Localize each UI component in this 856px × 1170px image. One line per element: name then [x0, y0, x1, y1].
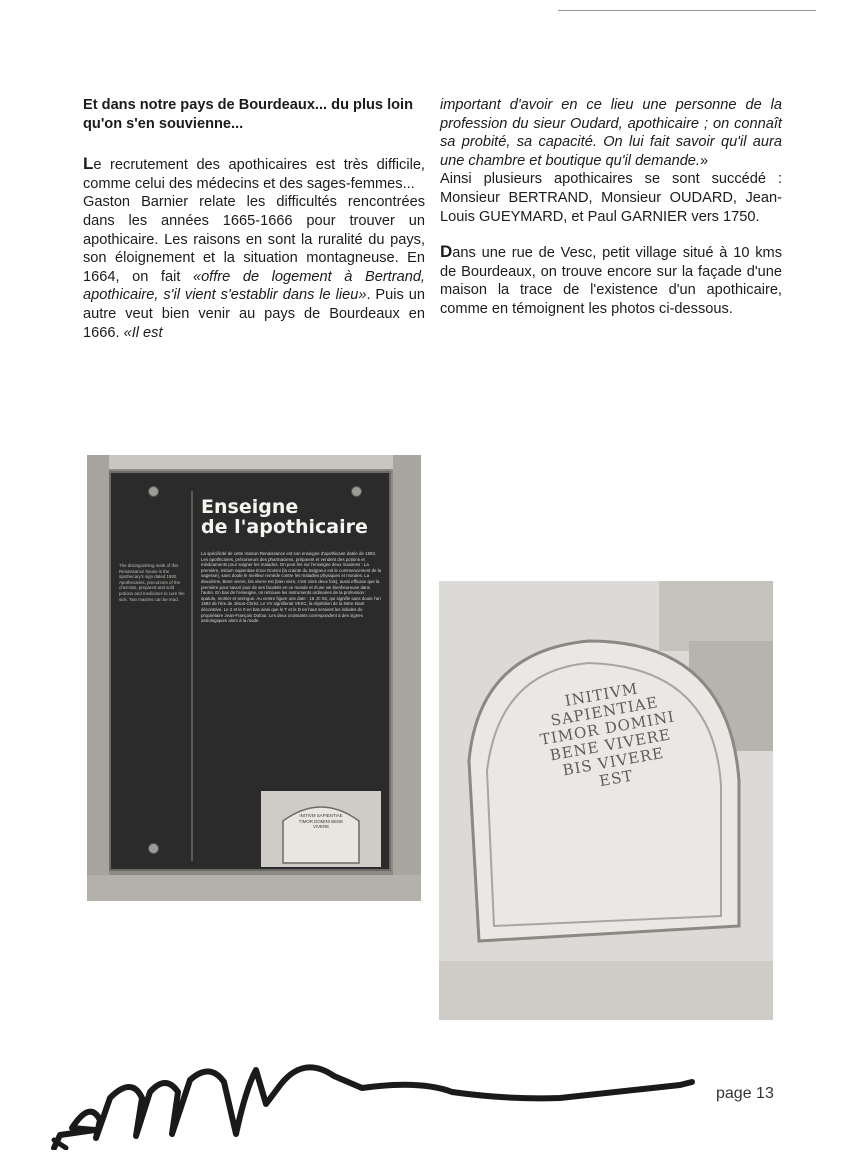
page-number: page 13 — [716, 1085, 774, 1102]
quote-start: «Il est — [123, 324, 163, 341]
screw — [351, 486, 362, 497]
paragraph-3: Ainsi plusieurs apothicaires se sont succédé : Monsieur BERTRAND, Monsieur OUDARD, Jean-Louis GUEYMARD, et Paul GARNIER vers 1750. — [440, 171, 782, 225]
top-rule — [558, 10, 816, 11]
photo-sign-panel — [87, 455, 421, 901]
panel-title-line-2: de l'apothicaire — [201, 516, 368, 538]
section-heading: Et dans notre pays de Bourdeaux... du plus loin qu'on s'en souvienne... — [83, 97, 414, 132]
quote-continuation — [440, 96, 782, 170]
drop-cap-2: D — [440, 242, 453, 262]
drop-cap: L — [83, 154, 94, 174]
quote-bertrand: «offre de logement à Bertrand, apothicaire, s'il vient s'establir dans le lieu» — [83, 268, 425, 304]
panel-title-line-1: Enseigne — [201, 496, 299, 518]
paragraph-1 — [83, 155, 425, 193]
panel-body-text: La spécificité de cette maison Renaissance est son enseigne d'apothicaire datée de 1592. Les apothicaires, précurseurs des pharmaciens, préparent et vendent des potions et médicaments pour soigner les malades. On peut lire sur l'enseigne deux maximes : La première, Initium sapientiae timor Domini (la crainte du Seigneur est le commencement de la sagesse), sans doute le meilleur remède contre les maladies physiques et morales. La deuxième, Bene vivere, bis vivere est (bien vivre, c'est vivre deux fois), aussi efficace que la première pour savoir jouir de ses facultés en ce monde et d'une vie bienheureuse dans l'autre. En bas de l'enseigne, on retrouve les instruments ordinaires de la profession : spatule, mortier et seringue. Au centre figure une date : 15 JC 92, qui signifie sans doute l'an 1592 de l'ère de Jésus-Christ. Le VV signifierait VESC, la répétition de la lettre étant décorative. Le 2 et le 0 en bas ainsi que le T et le D en haut seraient les initiales du propriétaire Jean-François Dufour. Les deux croissants correspondent à des signes astrologiques alors à la mode. — [201, 551, 382, 624]
carved-stone — [439, 581, 773, 1020]
quote-oudard: important d'avoir en ce lieu une personne de la profession du sieur Oudard, apothicaire ; on connaît sa probité, sa capacité. On lui fait savoir qu'il aura une chambre et boutique qu'il demande. — [440, 97, 782, 169]
inset-carved-text: INITIVM SAPIENTIAE TIMOR DOMINI BENE VIVERE — [298, 813, 344, 830]
panel-title — [201, 497, 368, 537]
decorative-signature — [40, 1040, 700, 1150]
panel-side-text: The distinguishing mark of this Renaissance house is the apothecary's sign dated 1592. Apothecaries, precursors of the chemists, prepared and sold potions and medicines to cure the sick. Two maxims can be read. — [119, 563, 185, 602]
panel-inset-photo — [261, 791, 381, 867]
carved-inscription: INITIVM SAPIENTIAE TIMOR DOMINI BENE VIVERE BIS VIVERE EST — [538, 679, 677, 791]
paragraph-4 — [440, 243, 782, 318]
right-column — [440, 96, 782, 319]
left-column — [83, 96, 425, 342]
quote-close: » — [699, 152, 709, 169]
screw — [148, 486, 159, 497]
paragraph-2-text-b: . Puis un autre veut bien venir au pays de Bourdeaux en 1666. — [83, 287, 425, 341]
paragraph-2 — [83, 193, 425, 342]
paragraph-4-text: ans une rue de Vesc, petit village situé à 10 kms de Bourdeaux, on trouve encore sur la façade d'une maison la trace de l'existence d'un apothicaire, comme en témoignent les photos ci-dessous. — [440, 245, 782, 317]
screw — [148, 843, 159, 854]
paragraph-2-text: Gaston Barnier relate les difficultés rencontrées dans les années 1665-1666 pour trouver un apothicaire. Les raisons en sont la ruralité du pays, son éloignement et la situation montagneuse. En 1664, on fait — [83, 194, 425, 285]
photo-carved-sign — [439, 581, 773, 1020]
paragraph-1-text: e recrutement des apothicaires est très difficile, comme celui des médecins et des sages-femmes... — [83, 157, 425, 192]
info-panel — [109, 471, 391, 871]
